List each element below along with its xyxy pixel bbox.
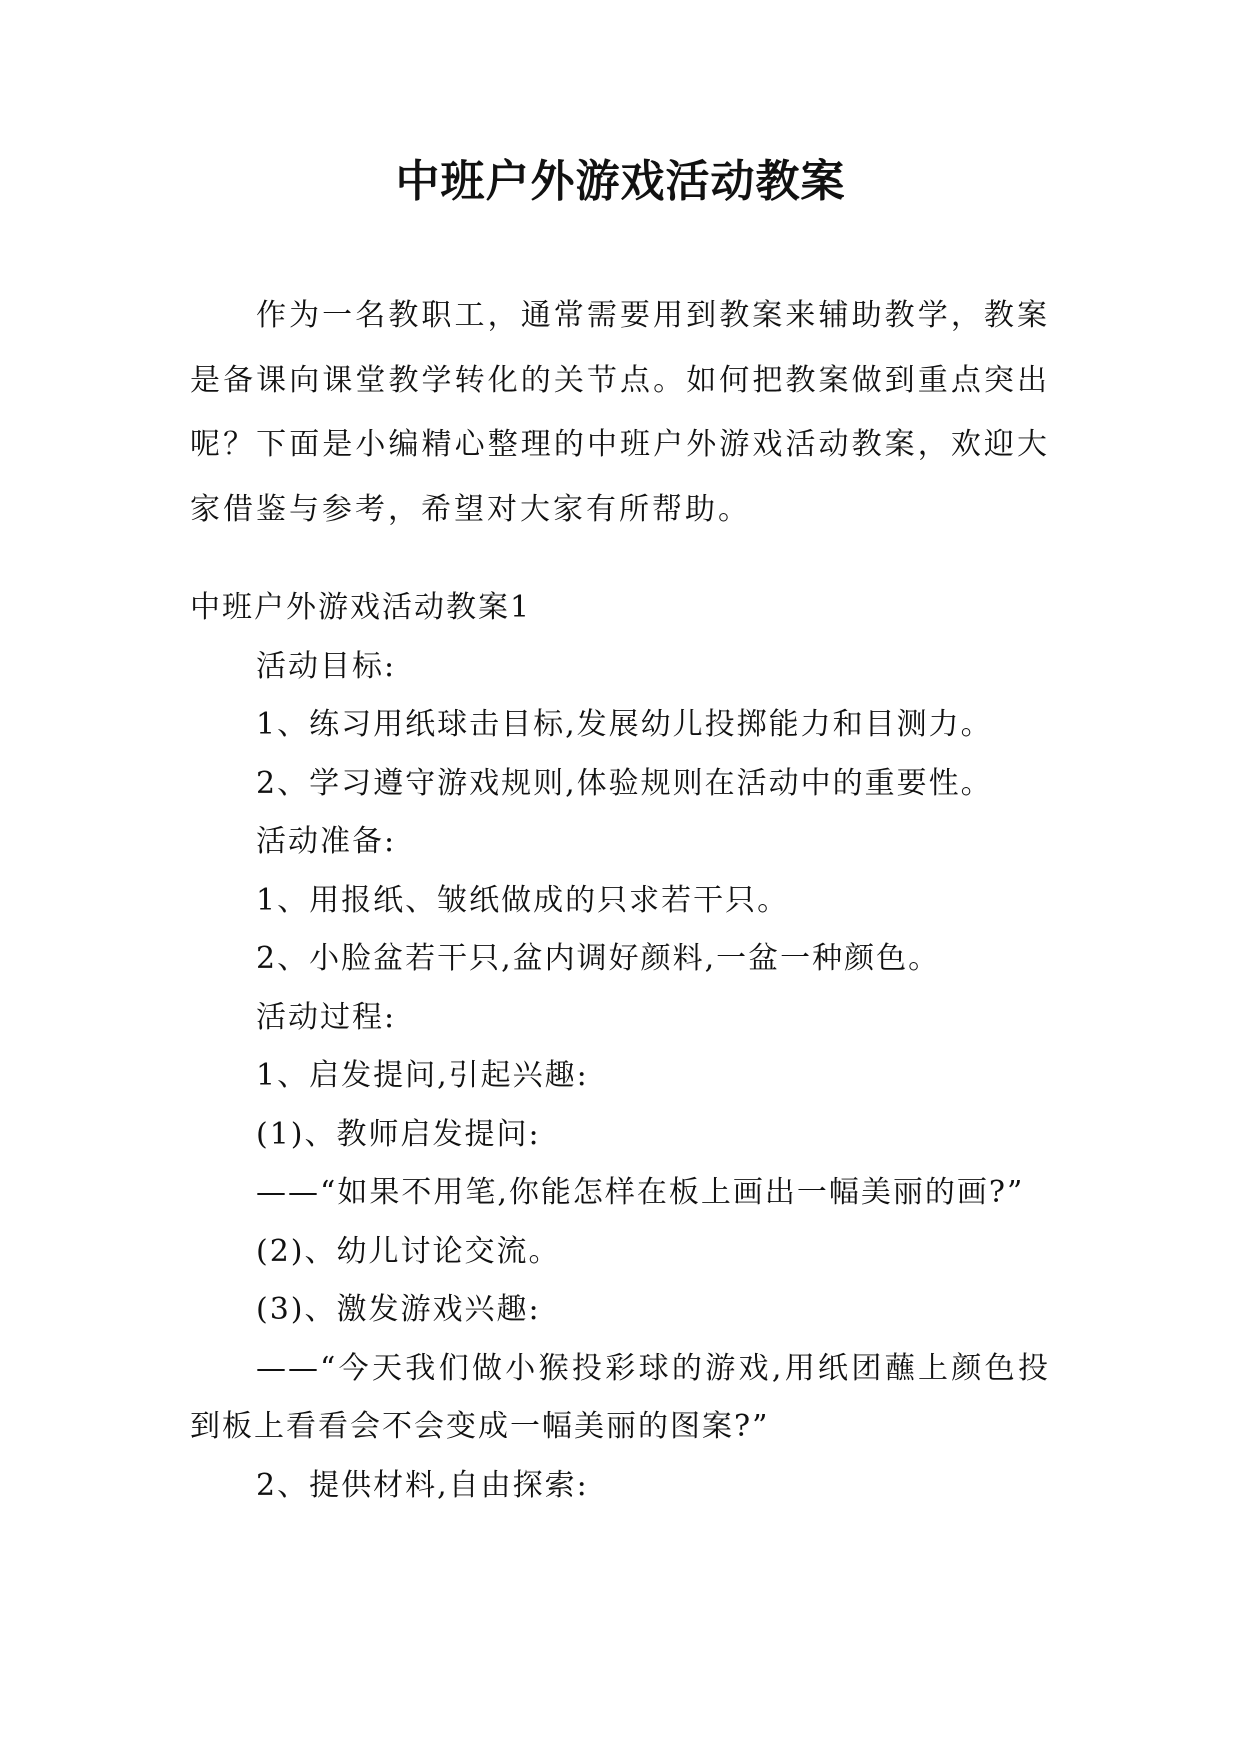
body-paragraph: 2、学习遵守游戏规则,体验规则在活动中的重要性。 — [256, 765, 993, 801]
body-paragraph: ——“今天我们做小猴投彩球的游戏,用纸团蘸上颜色投到板上看看会不会变成一幅美丽的图案?” — [190, 1350, 1050, 1444]
body-paragraph: 2、提供材料,自由探索: — [256, 1467, 589, 1503]
body-paragraph: (2)、幼儿讨论交流。 — [256, 1233, 561, 1269]
document-body — [190, 579, 1050, 1515]
body-paragraph: 1、启发提问,引起兴趣: — [256, 1058, 589, 1093]
body-paragraph: 活动准备: — [256, 824, 397, 859]
document-title: 中班户外游戏活动教案 — [395, 156, 846, 207]
body-paragraph: (1)、教师启发提问: — [256, 1116, 541, 1152]
body-paragraph: (3)、激发游戏兴趣: — [256, 1292, 541, 1327]
body-paragraph: 2、小脸盆若干只,盆内调好颜料,一盆一种颜色。 — [256, 941, 941, 976]
body-paragraph: 1、用报纸、皱纸做成的只求若干只。 — [256, 882, 790, 918]
body-paragraph: 活动过程: — [256, 999, 397, 1035]
body-paragraph: 活动目标: — [256, 648, 397, 684]
intro-paragraph: 作为一名教职工，通常需要用到教案来辅助教学，教案是备课向课堂教学转化的关节点。如何把教案做到重点突出呢？下面是小编精心整理的中班户外游戏活动教案，欢迎大家借鉴与参考，希望对大家有所帮助。 — [190, 298, 1050, 527]
body-paragraph: ——“如果不用笔,你能怎样在板上画出一幅美丽的画?” — [256, 1175, 1025, 1210]
section-heading: 中班户外游戏活动教案1 — [190, 590, 532, 625]
body-paragraph: 1、练习用纸球击目标,发展幼儿投掷能力和目测力。 — [256, 707, 993, 742]
